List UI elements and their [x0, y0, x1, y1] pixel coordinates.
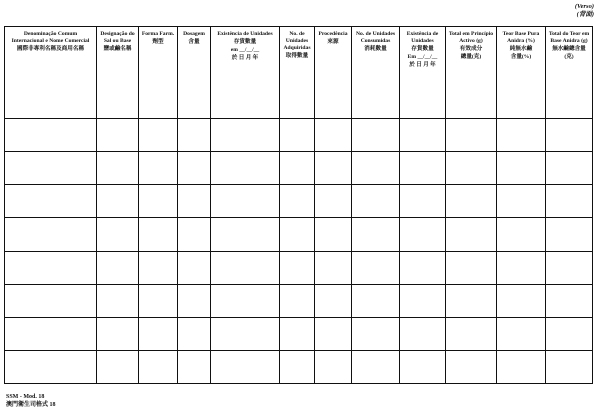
column-label: Unidades — [285, 38, 309, 44]
column-header — [5, 27, 97, 119]
column-header — [400, 27, 446, 119]
column-label-zh: 存貨數量 — [233, 39, 257, 45]
column-label-zh: 含量(%) — [510, 54, 532, 60]
table-cell[interactable] — [139, 284, 178, 317]
column-label: No. de — [289, 31, 305, 37]
table-cell[interactable] — [446, 350, 497, 383]
table-row — [5, 317, 593, 350]
table-cell[interactable] — [97, 350, 139, 383]
column-label: Teor Base Pura — [502, 31, 540, 37]
table-cell[interactable] — [352, 350, 400, 383]
column-label: Procedência — [318, 31, 348, 37]
column-label: Base Anidra (g) — [550, 38, 588, 44]
table-cell[interactable] — [400, 152, 446, 185]
column-label: No. de Unidades — [355, 31, 395, 37]
table-cell[interactable] — [178, 251, 211, 284]
table-cell[interactable] — [446, 152, 497, 185]
table-cell[interactable] — [280, 152, 315, 185]
table-cell[interactable] — [211, 284, 280, 317]
table-row — [5, 350, 593, 383]
column-label: Existência de — [406, 31, 439, 37]
table-cell[interactable] — [178, 284, 211, 317]
table-cell[interactable] — [97, 284, 139, 317]
table-row — [5, 185, 593, 218]
table-cell[interactable] — [497, 152, 546, 185]
table-cell[interactable] — [211, 317, 280, 350]
column-header — [352, 27, 400, 119]
column-label-zh: 於 日 月 年 — [231, 55, 259, 61]
column-label: Sal ou Base — [103, 38, 132, 44]
column-label: Consumidas — [360, 38, 391, 44]
column-label: Total em Princípio — [448, 31, 494, 37]
table-cell[interactable] — [400, 218, 446, 251]
table-cell[interactable] — [280, 317, 315, 350]
table-cell[interactable] — [400, 317, 446, 350]
table-cell[interactable] — [5, 284, 97, 317]
table-cell[interactable] — [497, 185, 546, 218]
table-cell[interactable] — [352, 251, 400, 284]
table-cell[interactable] — [446, 218, 497, 251]
column-header — [178, 27, 211, 119]
table-cell[interactable] — [352, 152, 400, 185]
table-cell[interactable] — [211, 152, 280, 185]
table-cell[interactable] — [497, 317, 546, 350]
table-cell[interactable] — [5, 350, 97, 383]
table-cell[interactable] — [400, 284, 446, 317]
table-cell[interactable] — [352, 218, 400, 251]
table-cell[interactable] — [315, 119, 352, 152]
table-cell[interactable] — [139, 119, 178, 152]
table-cell[interactable] — [5, 251, 97, 284]
table-cell[interactable] — [97, 251, 139, 284]
table-cell[interactable] — [211, 350, 280, 383]
table-cell[interactable] — [178, 152, 211, 185]
column-label-zh: 存貨數量 — [411, 46, 434, 52]
table-cell[interactable] — [280, 185, 315, 218]
table-cell[interactable] — [352, 119, 400, 152]
table-cell[interactable] — [352, 284, 400, 317]
table-cell[interactable] — [497, 218, 546, 251]
table-cell[interactable] — [280, 119, 315, 152]
table-cell[interactable] — [497, 251, 546, 284]
table-cell[interactable] — [139, 317, 178, 350]
column-label: Dosagem — [183, 31, 205, 37]
form-code-zh: 澳門衛生司格式 18 — [6, 402, 56, 408]
column-label: Total do Teor em — [548, 31, 590, 37]
table-cell[interactable] — [97, 119, 139, 152]
column-label-zh: 劑型 — [152, 39, 164, 45]
table-cell[interactable] — [178, 185, 211, 218]
table-cell[interactable] — [446, 251, 497, 284]
table-cell[interactable] — [139, 350, 178, 383]
table-cell[interactable] — [97, 317, 139, 350]
verso-pt: (Verso) — [574, 3, 594, 10]
verso-label — [575, 3, 594, 19]
table-cell[interactable] — [546, 152, 593, 185]
column-header — [211, 27, 280, 119]
column-label: Activo (g) — [459, 38, 483, 44]
table-cell[interactable] — [280, 251, 315, 284]
table-cell[interactable] — [497, 284, 546, 317]
table-cell[interactable] — [97, 185, 139, 218]
table-row — [5, 218, 593, 251]
column-label: Denominação Comum — [23, 31, 78, 37]
table-cell[interactable] — [5, 119, 97, 152]
table-cell[interactable] — [315, 218, 352, 251]
column-label: Forma Farm. — [141, 31, 175, 37]
column-header — [497, 27, 546, 119]
table-row — [5, 152, 593, 185]
table-cell[interactable] — [400, 251, 446, 284]
table-cell[interactable] — [5, 218, 97, 251]
table-cell[interactable] — [97, 218, 139, 251]
table-cell[interactable] — [446, 119, 497, 152]
table-cell[interactable] — [5, 317, 97, 350]
table-cell[interactable] — [211, 185, 280, 218]
column-label-zh: 於 日 月 年 — [409, 62, 436, 68]
table-cell[interactable] — [139, 152, 178, 185]
table-cell[interactable] — [178, 317, 211, 350]
table-cell[interactable] — [315, 350, 352, 383]
table-cell[interactable] — [497, 119, 546, 152]
column-label: Existência de Unidades — [217, 31, 273, 37]
table-cell[interactable] — [315, 284, 352, 317]
table-cell[interactable] — [315, 185, 352, 218]
form-footer — [6, 393, 56, 409]
column-label-zh: 純無水鹼 — [509, 46, 533, 52]
table-cell[interactable] — [400, 185, 446, 218]
table-cell[interactable] — [211, 218, 280, 251]
column-label: Adquiridas — [283, 45, 311, 51]
column-label-zh: em __/__/__ — [230, 47, 260, 53]
table-cell[interactable] — [400, 350, 446, 383]
table-cell[interactable] — [139, 185, 178, 218]
table-cell[interactable] — [546, 185, 593, 218]
column-header — [546, 27, 593, 119]
header-row — [5, 27, 593, 119]
table-cell[interactable] — [497, 350, 546, 383]
column-label-zh: 有效成分 — [459, 46, 483, 52]
table-cell[interactable] — [178, 218, 211, 251]
table-cell[interactable] — [315, 251, 352, 284]
column-header — [139, 27, 178, 119]
table-row — [5, 284, 593, 317]
form-code: SSM - Mod. 18 — [6, 394, 45, 400]
table-body — [5, 119, 593, 384]
table-cell[interactable] — [178, 119, 211, 152]
column-label-zh: 消耗數量 — [364, 46, 387, 52]
column-label-zh: 來源 — [327, 39, 339, 45]
column-label-zh: 取得數量 — [285, 53, 309, 59]
column-label: Unidades — [411, 38, 434, 44]
column-label-zh: Em __/__/__ — [407, 54, 438, 60]
column-header — [280, 27, 315, 119]
column-header — [446, 27, 497, 119]
table-cell[interactable] — [446, 284, 497, 317]
column-label-zh: 含量 — [188, 39, 200, 45]
table-cell[interactable] — [315, 152, 352, 185]
inventory-table — [4, 26, 593, 384]
verso-zh: (背面) — [576, 11, 594, 18]
table-cell[interactable] — [546, 218, 593, 251]
column-label-zh: 無水鹼總含量 — [552, 46, 586, 52]
table-cell[interactable] — [280, 284, 315, 317]
table-cell[interactable] — [352, 185, 400, 218]
table-cell[interactable] — [5, 152, 97, 185]
column-header — [97, 27, 139, 119]
column-label-zh: 鹽或鹼名稱 — [103, 46, 132, 52]
column-label-zh: 總量(克) — [460, 54, 482, 60]
table-cell[interactable] — [178, 350, 211, 383]
column-header — [315, 27, 352, 119]
column-label: Anidra (%) — [507, 38, 535, 44]
table-cell[interactable] — [97, 152, 139, 185]
table-cell[interactable] — [280, 350, 315, 383]
column-label: Internacional e Nome Comercial — [11, 38, 90, 44]
table-cell[interactable] — [446, 185, 497, 218]
column-label-zh: (克) — [564, 54, 574, 60]
table-cell[interactable] — [546, 350, 593, 383]
table-cell[interactable] — [546, 284, 593, 317]
column-label-zh: 國際非專利名稱及商用名稱 — [16, 46, 85, 52]
table-row — [5, 251, 593, 284]
table-row — [5, 119, 593, 152]
table-cell[interactable] — [5, 185, 97, 218]
table-cell[interactable] — [400, 119, 446, 152]
table-cell[interactable] — [546, 119, 593, 152]
table-cell[interactable] — [546, 317, 593, 350]
table-cell[interactable] — [211, 251, 280, 284]
column-label: Designação do — [100, 31, 135, 37]
table-cell[interactable] — [280, 218, 315, 251]
table-cell[interactable] — [139, 218, 178, 251]
table-cell[interactable] — [352, 317, 400, 350]
table-cell[interactable] — [211, 119, 280, 152]
table-cell[interactable] — [546, 251, 593, 284]
table-cell[interactable] — [315, 317, 352, 350]
table-cell[interactable] — [139, 251, 178, 284]
table-cell[interactable] — [446, 317, 497, 350]
